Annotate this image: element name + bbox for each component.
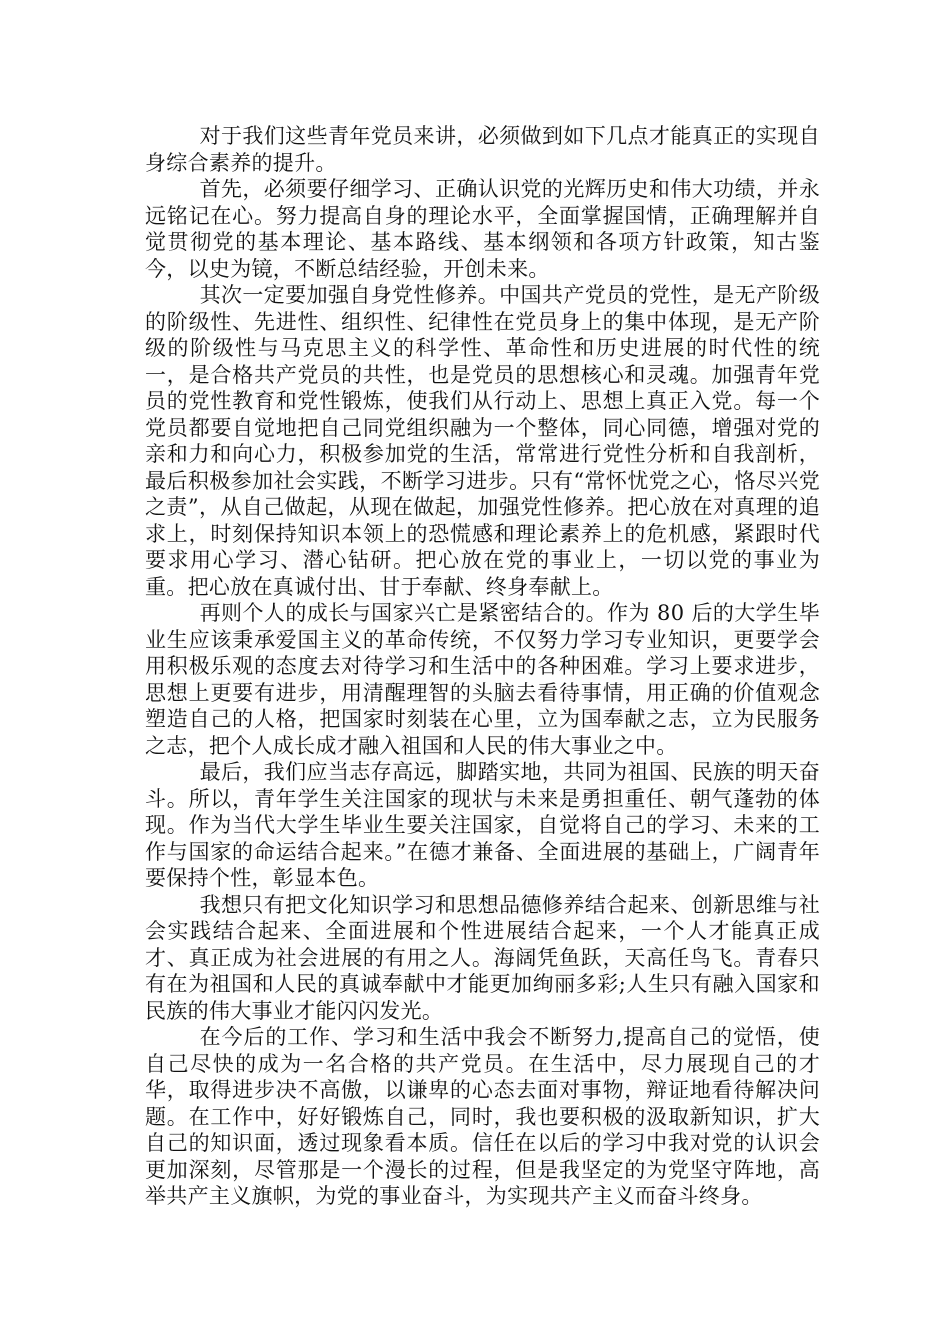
paragraph-second: 其次一定要加强自身党性修养。中国共产党员的党性，是无产阶级的阶级性、先进性、组织性、纪律性在党员身上的集中体现，是无产阶级的阶级性与马克思主义的科学性、革命性和历史进展的时代性的统一，是合格共产党员的共性，也是党员的思想核心和灵魂。加强青年党员的党性教育和党性锻炼，使我们从行动上、思想上真正入党。每一个党员都要自觉地把自己同党组织融为一个整体，同心同德，增强对党的亲和力和向心力，积极参加党的生活，常常进行党性分析和自我剖析，最后积极参加社会实践，不断学习进步。只有“常怀忧党之心，恪尽兴党之责”，从自己做起，从现在做起，加强党性修养。把心放在对真理的追求上，时刻保持知识本领上的恐慌感和理论素养上的危机感，紧跟时代要求用心学习、潜心钻研。把心放在党的事业上，一切以党的事业为重。把心放在真诚付出、甘于奉献、终身奉献上。 bbox=[145, 283, 820, 599]
document-body bbox=[145, 123, 820, 1210]
paragraph-third: 再则个人的成长与国家兴亡是紧密结合的。作为 80 后的大学生毕业生应该秉承爱国主义的革命传统，不仅努力学习专业知识，更要学会用积极乐观的态度去对待学习和生活中的各种困难。学习上要求进步，思想上更要有进步，用清醒理智的头脑去看待事情，用正确的价值观念塑造自己的人格，把国家时刻装在心里，立为国奉献之志，立为民服务之志，把个人成长成才融入祖国和人民的伟大事业之中。 bbox=[145, 601, 820, 758]
paragraph-last-point: 最后，我们应当志存高远，脚踏实地，共同为祖国、民族的明天奋斗。所以，青年学生关注国家的现状与未来是勇担重任、朝气蓬勃的体现。作为当代大学生毕业生要关注国家，自觉将自己的学习、未来的工作与国家的命运结合起来。”在德才兼备、全面进展的基础上，广阔青年要保持个性，彰显本色。 bbox=[145, 760, 820, 890]
paragraph-conclusion: 在今后的工作、学习和生活中我会不断努力,提高自己的觉悟，使自己尽快的成为一名合格的共产党员。在生活中，尽力展现自己的才华，取得进步决不高傲，以谦卑的心态去面对事物，辩证地看待解决问题。在工作中，好好锻炼自己，同时，我也要积极的汲取新知识，扩大自己的知识面，透过现象看本质。信任在以后的学习中我对党的认识会更加深刻，尽管那是一个漫长的过程，但是我坚定的为党坚守阵地，高举共产主义旗帜，为党的事业奋斗，为实现共产主义而奋斗终身。 bbox=[145, 1025, 820, 1208]
paragraph-first: 首先，必须要仔细学习、正确认识党的光辉历史和伟大功绩，并永远铭记在心。努力提高自身的理论水平，全面掌握国情，正确理解并自觉贯彻党的基本理论、基本路线、基本纲领和各项方针政策，知古鉴今，以史为镜，不断总结经验，开创未来。 bbox=[145, 177, 820, 281]
paragraph-reflection: 我想只有把文化知识学习和思想品德修养结合起来、创新思维与社会实践结合起来、全面进展和个性进展结合起来，一个人才能真正成才、真正成为社会进展的有用之人。海阔凭鱼跃，天高任鸟飞。青春只有在为祖国和人民的真诚奉献中才能更加绚丽多彩;人生只有融入国家和民族的伟大事业才能闪闪发光。 bbox=[145, 892, 820, 1023]
paragraph-intro: 对于我们这些青年党员来讲，必须做到如下几点才能真正的实现自身综合素养的提升。 bbox=[145, 124, 820, 175]
